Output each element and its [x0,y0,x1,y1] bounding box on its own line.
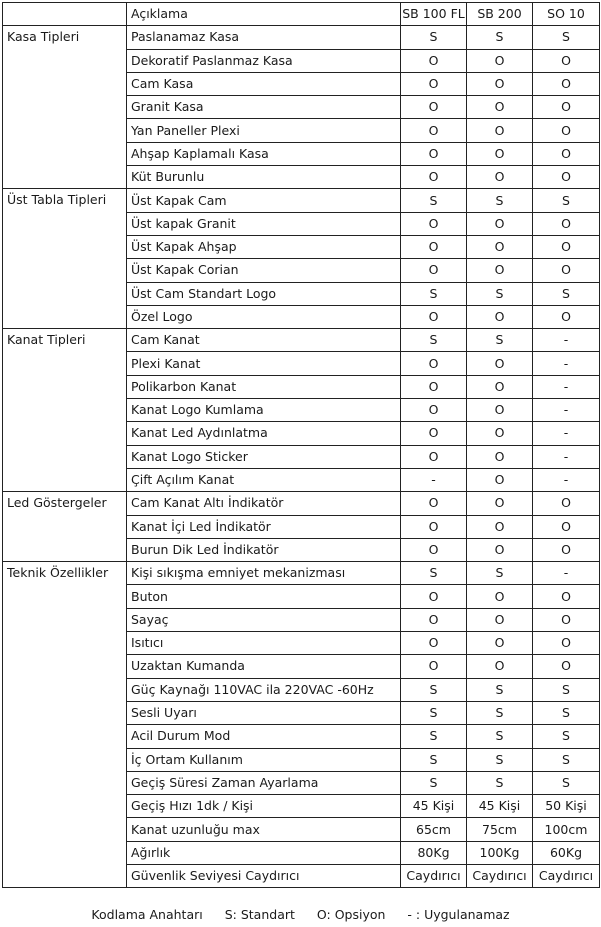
header-description: Açıklama [127,3,401,26]
value-cell: - [533,445,600,468]
value-cell: O [467,166,533,189]
value-cell: O [533,305,600,328]
value-cell: S [533,282,600,305]
value-cell: O [467,142,533,165]
feature-label: Özel Logo [127,305,401,328]
value-cell: S [467,26,533,49]
value-cell: O [533,632,600,655]
feature-label: Üst Kapak Corian [127,259,401,282]
value-cell: O [533,655,600,678]
feature-label: Kişi sıkışma emniyet mekanizması [127,562,401,585]
value-cell: S [533,678,600,701]
value-cell: 65cm [401,818,467,841]
value-cell: O [401,655,467,678]
value-cell: O [533,49,600,72]
table-row [3,189,600,212]
value-cell: S [467,562,533,585]
value-cell: S [533,26,600,49]
feature-label: Granit Kasa [127,96,401,119]
value-cell: O [401,72,467,95]
value-cell: O [533,538,600,561]
value-cell: O [401,608,467,631]
value-cell: Caydırıcı [467,864,533,887]
feature-label: Buton [127,585,401,608]
value-cell: S [467,771,533,794]
value-cell: 45 Kişi [467,795,533,818]
value-cell: - [533,375,600,398]
value-cell: O [467,445,533,468]
value-cell: S [401,329,467,352]
value-cell: S [467,725,533,748]
value-cell: O [533,235,600,258]
value-cell: Caydırıcı [533,864,600,887]
value-cell: O [533,119,600,142]
coding-legend [0,907,601,922]
value-cell: S [467,678,533,701]
feature-label: Polikarbon Kanat [127,375,401,398]
feature-label: Geçiş Süresi Zaman Ayarlama [127,771,401,794]
value-cell: O [401,259,467,282]
feature-label: Kanat Logo Kumlama [127,399,401,422]
value-cell: O [401,305,467,328]
category-cell: Led Göstergeler [3,492,127,562]
value-cell: O [467,608,533,631]
table-row [3,329,600,352]
value-cell: S [401,189,467,212]
value-cell: O [401,632,467,655]
value-cell: S [467,701,533,724]
specification-table [2,2,600,888]
value-cell: O [401,96,467,119]
feature-label: Üst Kapak Ahşap [127,235,401,258]
value-cell: S [467,748,533,771]
value-cell: - [533,352,600,375]
value-cell: 50 Kişi [533,795,600,818]
header-row [3,3,600,26]
feature-label: Geçiş Hızı 1dk / Kişi [127,795,401,818]
value-cell: S [533,725,600,748]
header-model-sb100fl: SB 100 FL [401,3,467,26]
feature-label: Uzaktan Kumanda [127,655,401,678]
table-row [3,26,600,49]
feature-label: Cam Kanat [127,329,401,352]
value-cell: O [533,515,600,538]
category-cell: Teknik Özellikler [3,562,127,888]
value-cell: 75cm [467,818,533,841]
header-corner-cell [3,3,127,26]
value-cell: O [401,445,467,468]
feature-label: Isıtıcı [127,632,401,655]
value-cell: O [533,142,600,165]
legend-standard: S: Standart [224,907,295,922]
table-row [3,492,600,515]
value-cell: O [467,305,533,328]
value-cell: S [467,189,533,212]
value-cell: - [533,562,600,585]
category-cell: Kasa Tipleri [3,26,127,189]
feature-label: Küt Burunlu [127,166,401,189]
value-cell: S [533,748,600,771]
feature-label: Kanat uzunluğu max [127,818,401,841]
feature-label: Burun Dik Led İndikatör [127,538,401,561]
feature-label: Güvenlik Seviyesi Caydırıcı [127,864,401,887]
feature-label: Acil Durum Mod [127,725,401,748]
feature-label: Sayaç [127,608,401,631]
legend-title: Kodlama Anahtarı [91,907,203,922]
feature-label: Üst Cam Standart Logo [127,282,401,305]
value-cell: O [467,375,533,398]
value-cell: - [533,329,600,352]
value-cell: O [467,655,533,678]
value-cell: O [533,72,600,95]
feature-label: Ahşap Kaplamalı Kasa [127,142,401,165]
value-cell: O [533,608,600,631]
value-cell: Caydırıcı [401,864,467,887]
value-cell: O [467,468,533,491]
feature-label: Kanat Led Aydınlatma [127,422,401,445]
feature-label: Çift Açılım Kanat [127,468,401,491]
value-cell: O [533,492,600,515]
table-body [3,3,600,888]
value-cell: S [401,678,467,701]
category-cell: Üst Tabla Tipleri [3,189,127,329]
value-cell: S [401,701,467,724]
value-cell: 45 Kişi [401,795,467,818]
value-cell: 100Kg [467,841,533,864]
value-cell: O [533,96,600,119]
feature-label: Sesli Uyarı [127,701,401,724]
value-cell: S [533,189,600,212]
value-cell: O [401,399,467,422]
feature-label: Cam Kasa [127,72,401,95]
feature-label: Yan Paneller Plexi [127,119,401,142]
value-cell: - [533,468,600,491]
value-cell: S [533,771,600,794]
value-cell: O [467,119,533,142]
value-cell: O [533,585,600,608]
feature-label: Üst Kapak Cam [127,189,401,212]
legend-not-applicable: - : Uygulanamaz [407,907,510,922]
value-cell: S [401,725,467,748]
value-cell: O [467,235,533,258]
feature-label: Ağırlık [127,841,401,864]
value-cell: O [401,212,467,235]
value-cell: O [401,166,467,189]
feature-label: Kanat Logo Sticker [127,445,401,468]
value-cell: - [533,422,600,445]
value-cell: O [401,422,467,445]
value-cell: O [401,538,467,561]
value-cell: S [401,282,467,305]
value-cell: O [401,49,467,72]
value-cell: O [533,212,600,235]
value-cell: S [533,701,600,724]
value-cell: S [467,282,533,305]
value-cell: O [401,142,467,165]
feature-label: Plexi Kanat [127,352,401,375]
value-cell: O [401,235,467,258]
value-cell: O [467,212,533,235]
value-cell: O [401,492,467,515]
feature-label: Dekoratif Paslanmaz Kasa [127,49,401,72]
value-cell: O [533,166,600,189]
value-cell: S [401,771,467,794]
feature-label: Güç Kaynağı 110VAC ila 220VAC -60Hz [127,678,401,701]
value-cell: O [467,632,533,655]
value-cell: O [401,119,467,142]
value-cell: 100cm [533,818,600,841]
value-cell: O [467,515,533,538]
value-cell: O [401,352,467,375]
category-cell: Kanat Tipleri [3,329,127,492]
value-cell: S [467,329,533,352]
value-cell: S [401,562,467,585]
value-cell: 80Kg [401,841,467,864]
value-cell: S [401,748,467,771]
value-cell: O [467,585,533,608]
value-cell: S [401,26,467,49]
feature-label: Paslanamaz Kasa [127,26,401,49]
feature-label: Kanat İçi Led İndikatör [127,515,401,538]
table-row [3,562,600,585]
value-cell: - [401,468,467,491]
value-cell: O [467,492,533,515]
value-cell: O [401,375,467,398]
value-cell: 60Kg [533,841,600,864]
value-cell: O [467,96,533,119]
legend-optional: O: Opsiyon [316,907,386,922]
value-cell: O [467,352,533,375]
value-cell: O [467,49,533,72]
value-cell: O [467,399,533,422]
value-cell: O [533,259,600,282]
feature-label: İç Ortam Kullanım [127,748,401,771]
value-cell: O [401,585,467,608]
value-cell: - [533,399,600,422]
value-cell: O [467,259,533,282]
header-model-so10: SO 10 [533,3,600,26]
value-cell: O [401,515,467,538]
value-cell: O [467,538,533,561]
value-cell: O [467,422,533,445]
feature-label: Üst kapak Granit [127,212,401,235]
feature-label: Cam Kanat Altı İndikatör [127,492,401,515]
value-cell: O [467,72,533,95]
header-model-sb200: SB 200 [467,3,533,26]
